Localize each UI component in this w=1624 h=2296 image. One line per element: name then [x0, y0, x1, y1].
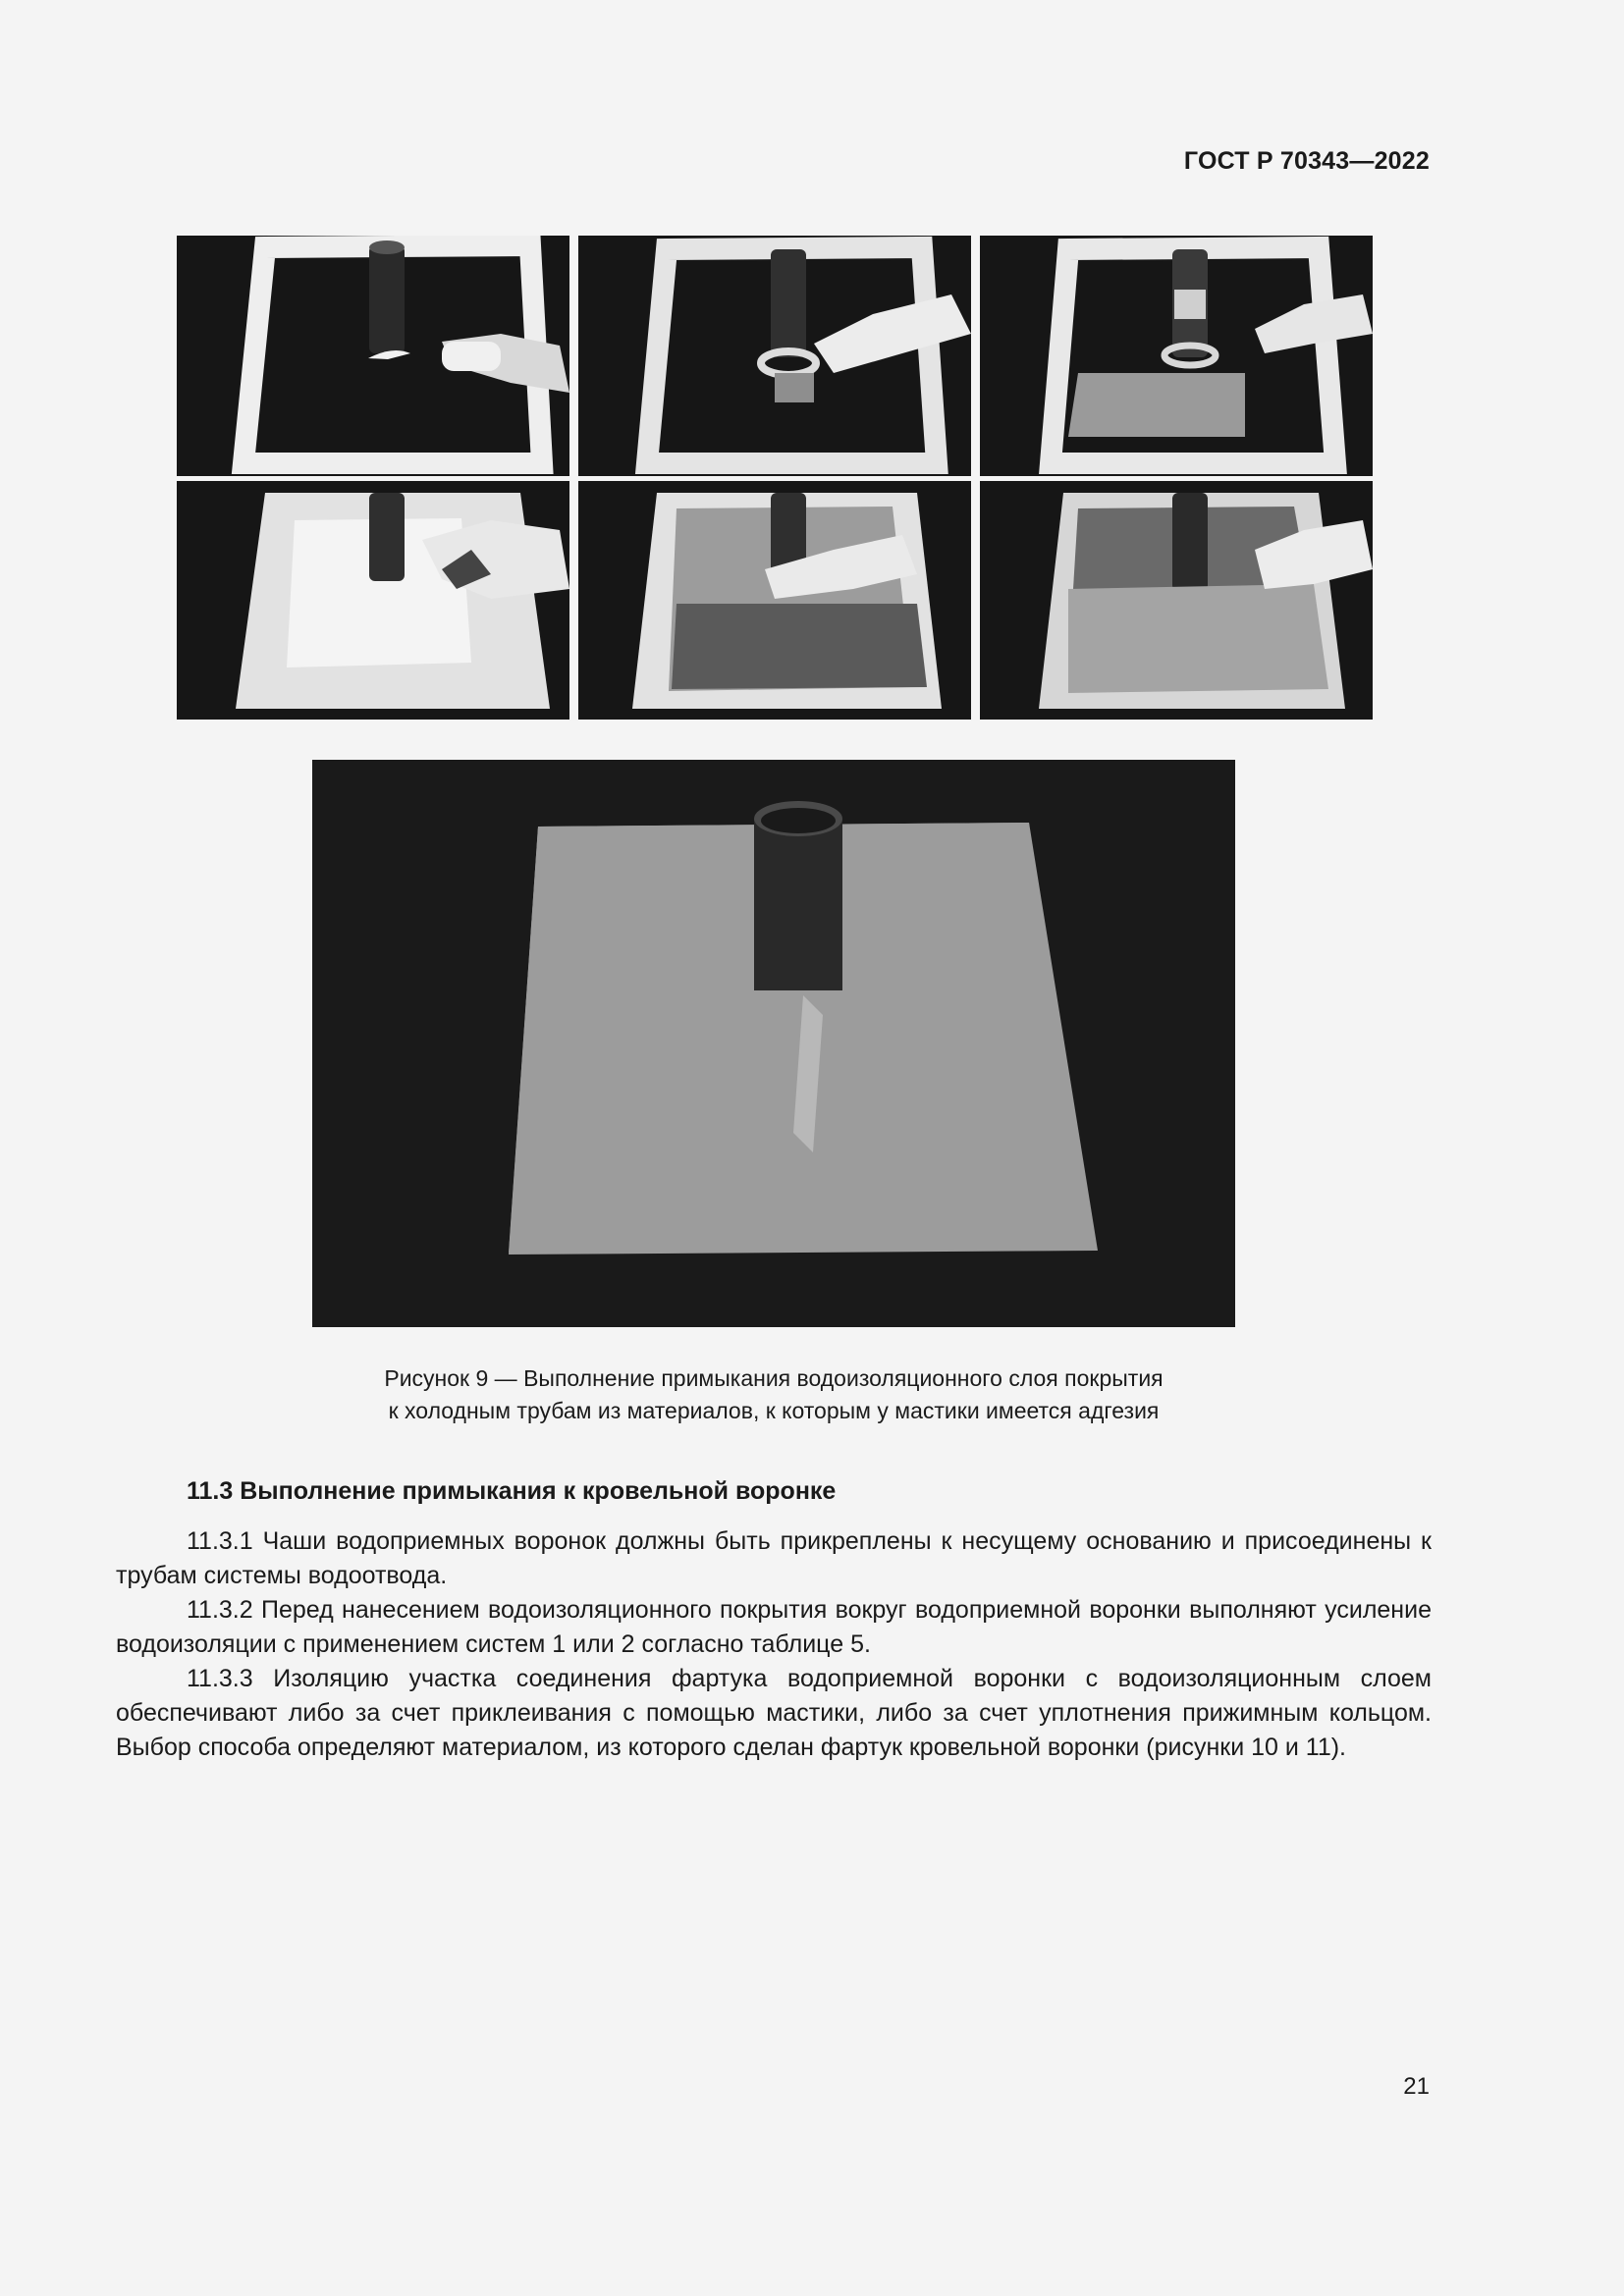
photo-step-6	[980, 481, 1373, 720]
page-number: 21	[1403, 2073, 1430, 2100]
photo-step-4	[177, 481, 569, 720]
document-header: ГОСТ Р 70343—2022	[1183, 147, 1430, 175]
section-heading: 11.3 Выполнение примыкания к кровельной воронке	[187, 1477, 837, 1505]
photo-step-5	[578, 481, 971, 720]
photo-final-result	[312, 760, 1235, 1327]
photo-step-2	[578, 236, 971, 476]
paragraph-11-3-2: 11.3.2 Перед нанесением водоизоляционного покрытия вокруг водоприемной воронки выполняют усиление водоизоляции с применением систем 1 или 2 согласно таблице 5.	[116, 1596, 1432, 1658]
section-body	[116, 1524, 1432, 1765]
figure-caption	[116, 1362, 1432, 1427]
figure-caption-line-2: к холодным трубам из материалов, к которым у мастики имеется адгезия	[388, 1398, 1160, 1423]
photo-step-1	[177, 236, 569, 476]
paragraph-11-3-1: 11.3.1 Чаши водоприемных воронок должны быть прикреплены к несущему основанию и присоединены к трубам системы водоотвода.	[116, 1527, 1432, 1589]
paragraph-11-3-3: 11.3.3 Изоляцию участка соединения фартука водоприемной воронки с водоизоляционным слоем обеспечивают либо за счет приклеивания с помощью мастики, либо за счет уплотнения прижимным кольцом. Выбор способа определяют материалом, из которого сделан фартук кровельной воронки (рисунки 10 и 11).	[116, 1665, 1432, 1761]
figure-caption-line-1: Рисунок 9 — Выполнение примыкания водоизоляционного слоя покрытия	[384, 1365, 1164, 1391]
photo-step-3	[980, 236, 1373, 476]
